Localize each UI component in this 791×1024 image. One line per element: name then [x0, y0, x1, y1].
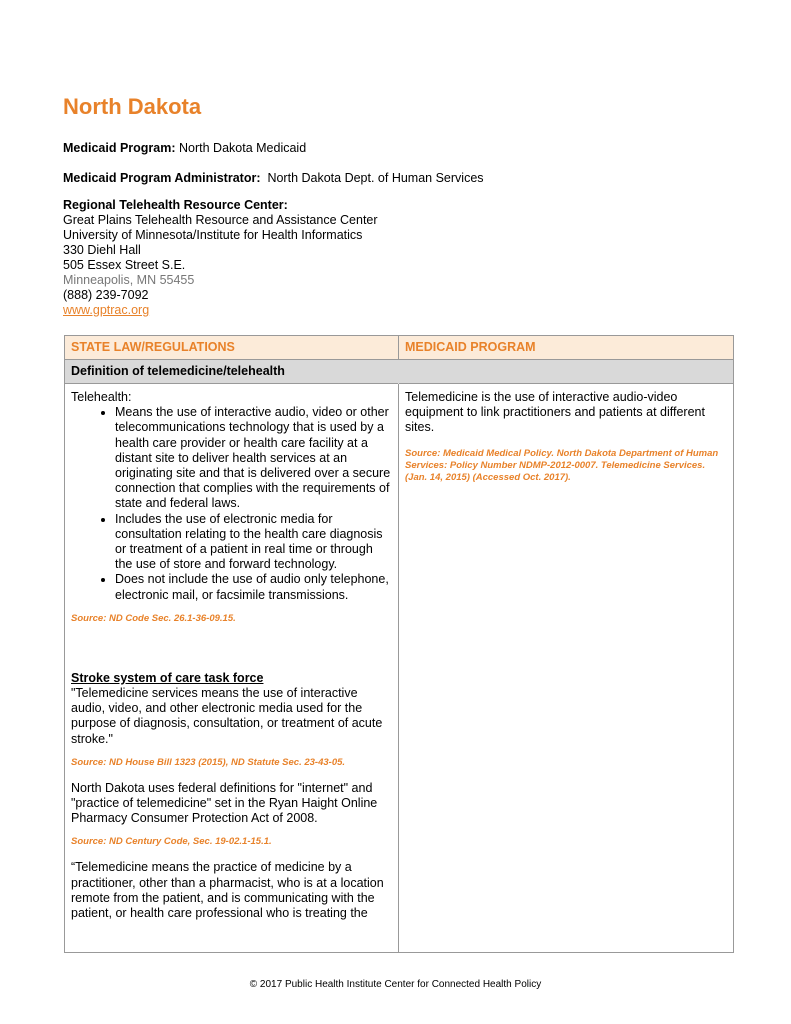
rtrc-block [63, 198, 378, 318]
medicaid-definition: Telemedicine is the use of interactive audio-video equipment to link practitioners and patients at different sites. [405, 390, 705, 435]
rtrc-line: 330 Diehl Hall [63, 243, 141, 257]
section-divider-mask [398, 360, 399, 384]
state-law-header: STATE LAW/REGULATIONS [71, 340, 235, 354]
administrator-value: North Dakota Dept. of Human Services [267, 171, 484, 185]
source-citation: Source: ND Century Code, Sec. 19-02.1-15.1. [71, 836, 272, 848]
source-citation: Source: Medicaid Medical Policy. North Dakota Department of Human Services: Policy Number NDMP-2012-0007. Telemedicine Services. (Jan. 14, 2015) (Accessed Oct. 2017). [405, 447, 719, 483]
medicaid-program-value: North Dakota Medicaid [179, 141, 307, 155]
medicaid-program-header: MEDICAID PROGRAM [405, 340, 536, 354]
administrator-label: Medicaid Program Administrator: [63, 171, 261, 185]
telehealth-label: Telehealth: [71, 390, 132, 404]
bullet-item: • Includes the use of electronic media for consultation relating to the health care diagnosis or treatment of a patient in real time or through the use of store and forward technology. [115, 512, 393, 573]
practice-definition-text: “Telemedicine means the practice of medicine by a practitioner, other than a pharmacist, who is at a location remote from the patient, and is communicating with the patient, or health care professional who is treating the [71, 860, 384, 921]
medicaid-program-cell [405, 390, 723, 484]
stroke-heading: Stroke system of care task force [71, 670, 264, 685]
column-divider [398, 336, 399, 952]
table-header-row [65, 336, 733, 360]
bullet-item: • Means the use of interactive audio, video or other telecommunications technology that is used by a health care provider or health care facility at a distant site to deliver health services at an originating site and that is delivered over a secure connection that complies with the requirements of state and federal laws. [115, 405, 393, 511]
source-citation: Source: ND Code Sec. 26.1-36-09.15. [71, 612, 236, 624]
rtrc-line: 505 Essex Street S.E. [63, 258, 186, 272]
medicaid-program-label: Medicaid Program: [63, 141, 176, 155]
telehealth-bullets [71, 405, 393, 603]
bullet-item: • Does not include the use of audio only telephone, electronic mail, or facsimile transmissions. [115, 572, 393, 602]
copyright-footer: © 2017 Public Health Institute Center for Connected Health Policy [249, 979, 542, 990]
rtrc-label: Regional Telehealth Resource Center: [63, 198, 288, 212]
state-law-cell [71, 390, 393, 921]
administrator-line [63, 170, 484, 186]
rtrc-city: Minneapolis, MN 55455 [63, 273, 195, 287]
federal-definitions-text: North Dakota uses federal definitions for "internet" and "practice of telemedicine" set in the Ryan Haight Online Pharmacy Consumer Protection Act of 2008. [71, 780, 378, 826]
page-title: North Dakota [63, 94, 202, 119]
section-header: Definition of telemedicine/telehealth [71, 364, 285, 378]
stroke-text: "Telemedicine services means the use of interactive audio, video, and other electronic media used for the purpose of diagnosis, consultation, or treatment of acute stroke." [71, 686, 383, 746]
rtrc-line: University of Minnesota/Institute for Health Informatics [63, 228, 363, 242]
rtrc-website-link[interactable]: www.gptrac.org [63, 303, 150, 317]
section-header-row [65, 360, 733, 384]
rtrc-phone: (888) 239-7092 [63, 288, 149, 302]
source-citation: Source: ND House Bill 1323 (2015), ND Statute Sec. 23-43-05. [71, 756, 346, 768]
medicaid-program-line [63, 140, 306, 156]
rtrc-line: Great Plains Telehealth Resource and Assistance Center [63, 213, 378, 227]
policy-table [64, 335, 734, 953]
